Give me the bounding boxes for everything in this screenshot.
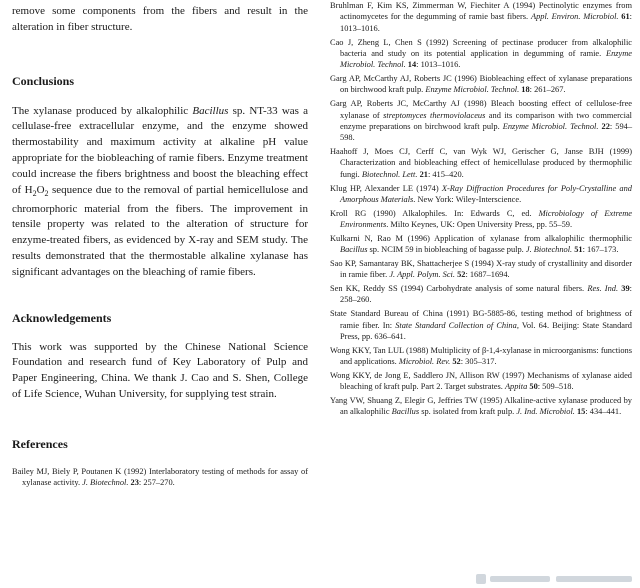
reference-entry: Haahoff J, Moes CJ, Cerff C, van Wyk WJ, Gerischer G, Janse BJH (1999) Characterization and biobleaching effect of hemicellulase produced by thermophilic fungi. Biotechnol. Lett. 21: 415–420. [330,147,632,179]
acknowledgements-paragraph: This work was supported by the Chinese National Science Foundation and research fund of Key Laboratory of Pulp and Paper Engineering, China. We thank J. Cao and S. Shen, College of Life Science, Wuhan University, for supplying test strain. [12,340,308,400]
reference-entry: Garg AP, Roberts JC, McCarthy AJ (1998) Bleach boosting effect of cellulose-free xylanase of streptomyces thermoviolaceus and its comparison with two commercial enzyme preparations on birchwood kraft pulp. Enzyme Microbiol. Technol. 22: 594–598. [330,99,633,143]
reference-entry: State Standard Bureau of China (1991) BG-5885-86, testing method of brightness of ramie fiber. In: State Standard Collection of China, Vol. 64. Beijing: State Standard Press, pp. 636–641. [330,309,632,341]
references-list [330,0,632,418]
left-column [12,0,308,491]
right-column [330,0,632,420]
watermark [476,572,634,586]
reference-entry: Sao KP, Samantaray BK, Shattacherjee S (1994) X-ray study of crystallinity and disorder in ramie fiber. J. Appl. Polym. Sci. 52: 1687–1694. [330,258,632,280]
genus-name: Bacillus [192,104,229,117]
conclusions-paragraph: The xylanase produced by alkalophilic Bacillus sp. NT-33 was a cellulase-free extracellular enzyme, and the enzyme showed thermostability and maximum activity at alkaline pH value appropriate for the biobleaching of ramie fibers. Enzyme treatment could increase the fibers brightness and boost the bleaching effect of $H_2O_2$ sequence due to the removal of partial hemicellulose and chromorphoric material from the fibers. The improvement in tensile property was related to the alteration of structure for enzyme-treated fibers, as evidenced by X-ray and SEM study. The results demonstrated that the thermostable alkaline xylanase has significant advantages on the bleaching of ramie fibers. [12,104,308,278]
reference-entry: Cao J, Zheng L, Chen S (1992) Screening of pectinase producer from alkalophilic bacteria and study on its potential application in degumming of ramie. Enzyme Microbiol. Technol. 14: 1013–1016. [330,37,632,70]
reference-entry: Bruhlman F, Kim KS, Zimmerman W, Fiechiter A (1994) Pectinolytic enzymes from actinomycetes for the degumming of ramie bast fibers. Appl. Environ. Microbiol. 61: 1013–1016. [330,1,632,33]
carryover-paragraph: remove some components from the fibers and result in the alteration in fiber structure. [12,5,308,33]
conclusions-heading: Conclusions [12,73,75,88]
reference-entry: Kulkarni N, Rao M (1996) Application of xylanase from alkalophilic thermophilic Bacillus sp. NCIM 59 in biobleaching of bagasse pulp. J. Biotechnol. 51: 167–173. [330,233,632,255]
reference-entry: Wong KKY, de Jong E, Saddlero JN, Allison RW (1997) Mechanisms of xylanase aided bleaching of kraft pulp. Part 2. Target substrates. Appita 50: 509–518. [330,370,632,392]
references-heading: References [12,436,68,451]
reference-entry: Sen KK, Reddy SS (1994) Carbohydrate analysis of some natural fibers. Res. Ind. 39: 258–260. [330,284,632,305]
reference-entry: Bailey MJ, Biely P, Poutanen K (1992) Interlaboratory testing of methods for assay of xylanase activity. J. Biotechnol. 23: 257–270. [12,466,308,488]
reference-entry: Kroll RG (1990) Alkalophiles. In: Edwards C, ed. Microbiology of Extreme Environments. Milto Keynes, UK: Open University Press, pp. 55–59. [330,208,632,230]
reference-entry: Wong KKY, Tan LUL (1988) Multiplicity of β-1,4-xylanase in microorganisms: functions and applications. Microbiol. Rev. 52: 305–317. [330,345,632,367]
reference-entry: Klug HP, Alexander LE (1974) X-Ray Diffraction Procedures for Poly-Crystalline and Amorphous Materials. New York: Wiley-Interscience. [330,183,632,204]
acknowledgements-heading: Acknowledgements [12,310,112,325]
reference-entry: Garg AP, McCarthy AJ, Roberts JC (1996) Biobleaching effect of xylanase preparations on birchwood kraft pulp. Enzyme Microbiol. Technol. 18: 261–267. [330,74,632,95]
reference-entry: Yang VW, Shuang Z, Elegir G, Jeffries TW (1995) Alkaline-active xylanase produced by an alkalophilic Bacillus sp. isolated from kraft pulp. J. Ind. Microbiol. 15: 434–441. [330,395,632,417]
